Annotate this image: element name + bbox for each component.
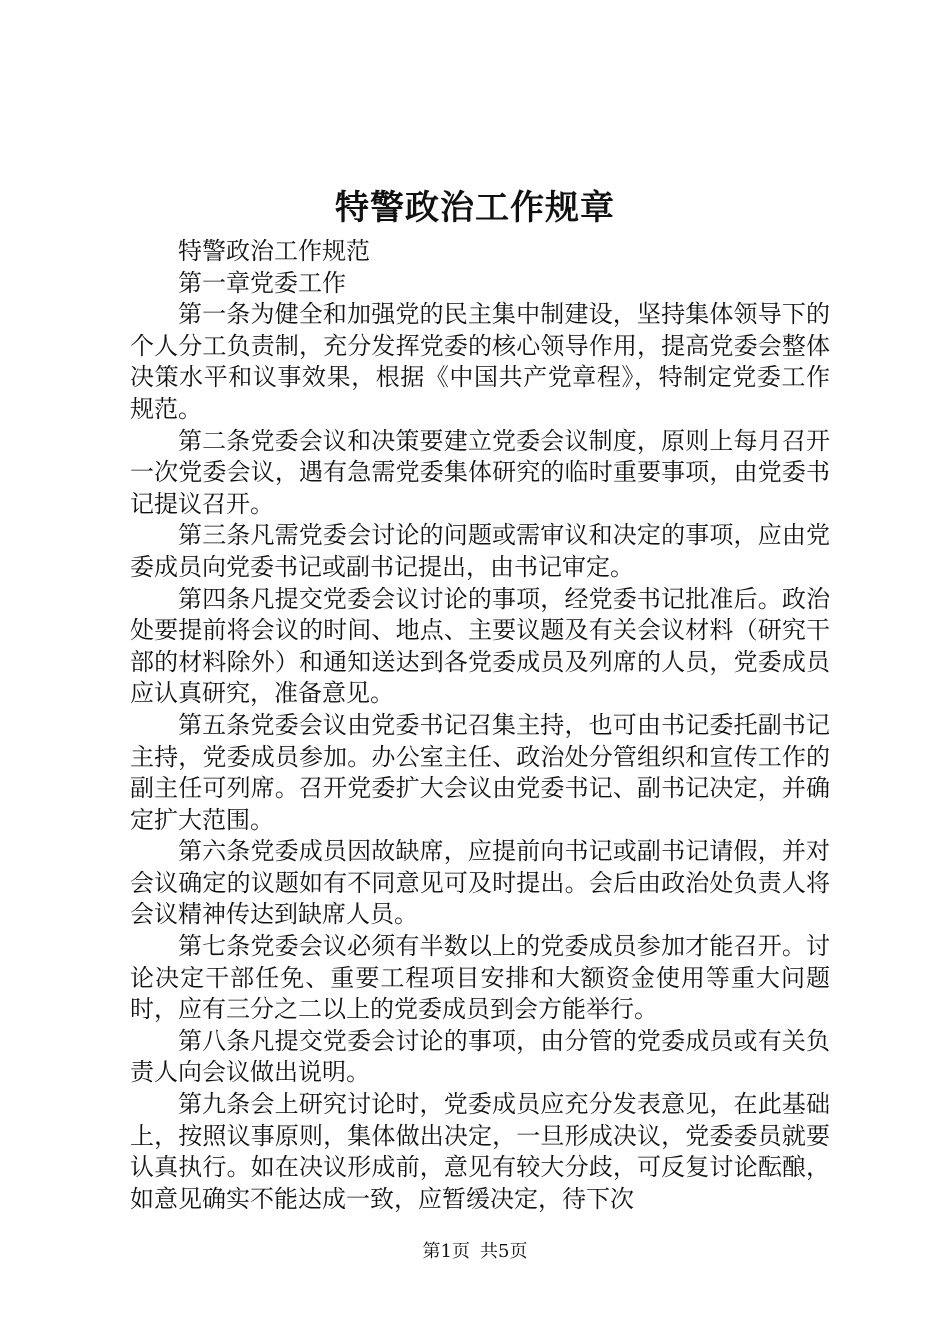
chapter-heading: 第一章党委工作 [178, 268, 346, 297]
article-7-paragraph: 第七条党委会议必须有半数以上的党委成员参加才能召开。讨论决定干部任免、重要工程项目安排和大额资金使用等重大问题时，应有三分之二以上的党委成员到会方能举行。 [130, 932, 830, 1024]
article-2-paragraph: 第二条党委会议和决策要建立党委会议制度，原则上每月召开一次党委会议，遇有急需党委集体研究的临时重要事项，由党委书记提议召开。 [130, 426, 830, 518]
subtitle-paragraph: 特警政治工作规范 [178, 237, 370, 265]
page-footer [0, 1240, 950, 1264]
article-3-paragraph: 第三条凡需党委会讨论的问题或需审议和决定的事项，应由党委成员向党委书记或副书记提出，由书记审定。 [130, 521, 830, 581]
article-5-paragraph: 第五条党委会议由党委书记召集主持，也可由书记委托副书记主持，党委成员参加。办公室主任、政治处分管组织和宣传工作的副主任可列席。召开党委扩大会议由党委书记、副书记决定，并确定扩大范围。 [130, 710, 830, 834]
article-8-paragraph: 第八条凡提交党委会讨论的事项，由分管的党委成员或有关负责人向会议做出说明。 [130, 1026, 830, 1087]
article-1-paragraph: 第一条为健全和加强党的民主集中制建设，坚持集体领导下的个人分工负责制，充分发挥党委的核心领导作用，提高党委会整体决策水平和议事效果，根据《中国共产党章程》，特制定党委工作规范。 [130, 300, 830, 423]
document-body [130, 236, 830, 1215]
article-9-paragraph: 第九条会上研究讨论时，党委成员应充分发表意见，在此基础上，按照议事原则，集体做出决定，一旦形成决议，党委委员就要认真执行。如在决议形成前，意见有较大分歧，可反复讨论酝酿，如意见确实不能达成一致，应暂缓决定，待下次 [130, 1090, 830, 1213]
total-pages: 共5页 [480, 1241, 528, 1262]
page-number: 第1页 [422, 1241, 470, 1262]
article-4-paragraph: 第四条凡提交党委会议讨论的事项，经党委书记批准后。政治处要提前将会议的时间、地点、主要议题及有关会议材料（研究干部的材料除外）和通知送达到各党委成员及列席的人员，党委成员应认真研究，准备意见。 [130, 584, 830, 708]
article-6-paragraph: 第六条党委成员因故缺席，应提前向书记或副书记请假，并对会议确定的议题如有不同意见可及时提出。会后由政治处负责人将会议精神传达到缺席人员。 [130, 837, 830, 929]
document-title: 特警政治工作规章 [335, 188, 615, 228]
